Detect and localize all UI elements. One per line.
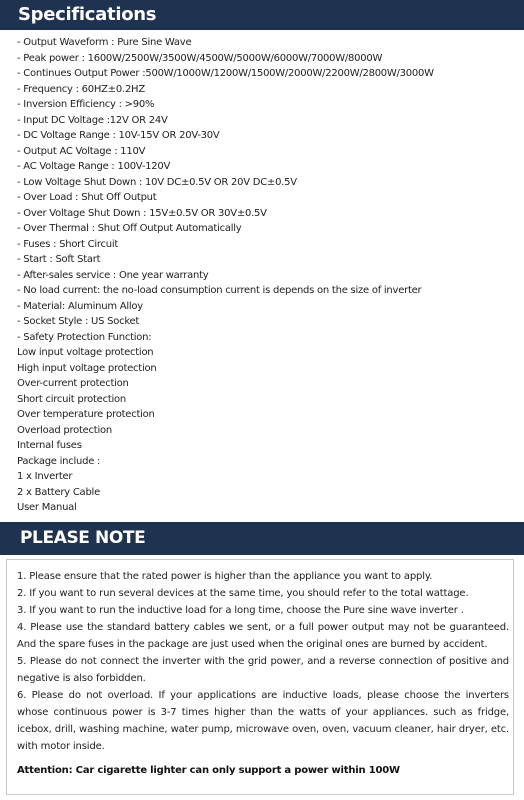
spec-item: - Peak power : 1600W/2500W/3500W/4500W/5000W/6000W/7000W/8000W: [17, 52, 383, 64]
spec-item: - AC Voltage Range : 100V-120V: [17, 161, 171, 172]
spec-item: - Material: Aluminum Alloy: [17, 300, 143, 312]
spec-item: User Manual: [17, 502, 77, 513]
spec-item: - Start : Soft Start: [17, 254, 101, 265]
spec-item: 1 x Inverter: [17, 471, 73, 482]
spec-item: Over-current protection: [17, 378, 129, 389]
specifications-heading: Specifications: [0, 0, 524, 30]
note-item: 5. Please do not connect the inverter with the grid power, and a reverse connection of positive and negative is also forbidden.: [17, 656, 509, 684]
spec-item: Over temperature protection: [17, 409, 155, 420]
spec-item: Overload protection: [17, 424, 112, 436]
spec-item: - Over Thermal : Shut Off Output Automatically: [17, 223, 242, 234]
spec-item: - Over Voltage Shut Down : 15V±0.5V OR 30V±0.5V: [17, 207, 267, 219]
spec-item: Low input voltage protection: [17, 347, 154, 358]
please-note-list: [17, 568, 509, 755]
spec-item: - Output Waveform : Pure Sine Wave: [17, 37, 192, 48]
spec-item: 2 x Battery Cable: [17, 486, 100, 498]
spec-item: - Frequency : 60HZ±0.2HZ: [17, 83, 145, 95]
note-item: 1. Please ensure that the rated power is higher than the appliance you want to apply.: [17, 571, 433, 582]
spec-item: Short circuit protection: [17, 393, 126, 405]
spec-item: - Low Voltage Shut Down : 10V DC±0.5V OR 20V DC±0.5V: [17, 176, 297, 188]
spec-item: - Input DC Voltage :12V OR 24V: [17, 114, 168, 126]
note-item: 3. If you want to run the inductive load for a long time, choose the Pure sine wave inverter .: [17, 605, 464, 616]
spec-item: - Safety Protection Function:: [17, 331, 152, 343]
spec-item: - Over Load : Shut Off Output: [17, 192, 157, 203]
note-item: 4. Please use the standard battery cables we sent, or a full power output may not be guaranteed. And the spare fuses in the package are just used when the original ones are burned by accident.: [17, 622, 509, 650]
attention-note: Attention: Car cigarette lighter can only support a power within 100W: [17, 765, 400, 776]
spec-item: Package include :: [17, 455, 101, 467]
please-note-heading: PLEASE NOTE: [0, 522, 524, 555]
specifications-list: [17, 35, 517, 516]
spec-item: - DC Voltage Range : 10V-15V OR 20V-30V: [17, 130, 220, 141]
spec-item: - Fuses : Short Circuit: [17, 238, 119, 250]
spec-item: Internal fuses: [17, 440, 82, 451]
spec-item: - Output AC Voltage : 110V: [17, 145, 146, 157]
note-item: 2. If you want to run several devices at the same time, you should refer to the total wattage.: [17, 588, 469, 599]
spec-item: - After-sales service : One year warranty: [17, 269, 209, 281]
spec-item: - Inversion Efficiency : >90%: [17, 99, 155, 110]
spec-item: - No load current: the no-load consumption current is depends on the size of inverter: [17, 285, 422, 296]
spec-item: - Continues Output Power :500W/1000W/1200W/1500W/2000W/2200W/2800W/3000W: [17, 68, 434, 79]
note-item: 6. Please do not overload. If your applications are inductive loads, please choose the inverters whose continuous power is 3-7 times higher than the watts of your appliances. such as fridge, icebox, drill, washing machine, water pump, microwave oven, oven, vacuum cleaner, hair dryer, etc. with motor inside.: [17, 690, 509, 752]
spec-item: High input voltage protection: [17, 362, 157, 374]
spec-item: - Socket Style : US Socket: [17, 316, 140, 327]
